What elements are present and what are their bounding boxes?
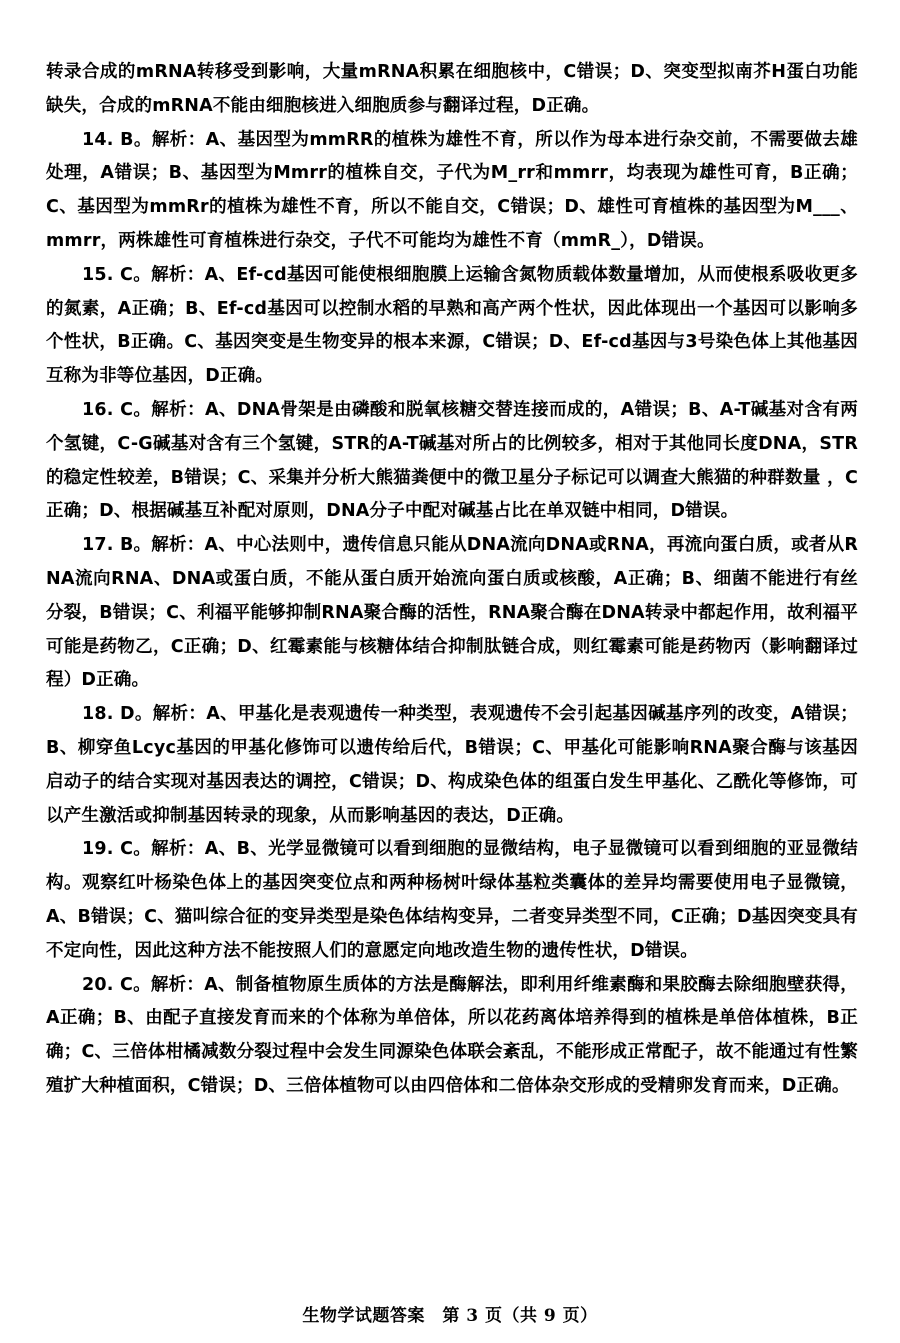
- answer-content: [46, 56, 858, 1104]
- answer-19: 19. C。解析：A、B、光学显微镜可以看到细胞的显微结构，电子显微镜可以看到细胞的亚显微结构。观察红叶杨染色体上的基因突变位点和两种杨树叶绿体基粒类囊体的差异均需要使用电子显微镜，A、B错误；C、猫叫综合征的变异类型是染色体结构变异，二者变异类型不同，C正确；D基因突变具有不定向性，因此这种方法不能按照人们的意愿定向地改造生物的遗传性状，D错误。: [46, 839, 858, 961]
- answer-17: 17. B。解析：A、中心法则中，遗传信息只能从DNA流向DNA或RNA，再流向蛋白质，或者从RNA流向RNA、DNA或蛋白质，不能从蛋白质开始流向蛋白质或核酸，A正确；B、细菌不能进行有丝分裂，B错误；C、利福平能够抑制RNA聚合酶的活性，RNA聚合酶在DNA转录中都起作用，故利福平可能是药物乙，C正确；D、红霉素能与核糖体结合抑制肽链合成，则红霉素可能是药物丙（影响翻译过程）D正确。: [46, 535, 858, 691]
- page-footer: 生物学试题答案 第 3 页（共 9 页）: [302, 1306, 598, 1326]
- answer-18: 18. D。解析：A、甲基化是表观遗传一种类型，表观遗传不会引起基因碱基序列的改变，A错误；B、柳穿鱼Lcyc基因的甲基化修饰可以遗传给后代，B错误；C、甲基化可能影响RNA聚合酶与该基因启动子的结合实现对基因表达的调控，C错误；D、构成染色体的组蛋白发生甲基化、乙酰化等修饰，可以产生激活或抑制基因转录的现象，从而影响基因的表达，D正确。: [46, 704, 858, 826]
- answer-15: 15. C。解析：A、Ef-cd基因可能使根细胞膜上运输含氮物质载体数量增加，从而使根系吸收更多的氮素，A正确；B、Ef-cd基因可以控制水稻的早熟和高产两个性状，因此体现出一个基因可以影响多个性状，B正确。C、基因突变是生物变异的根本来源，C错误；D、Ef-cd基因与3号染色体上其他基因互称为非等位基因，D正确。: [46, 264, 858, 387]
- answer-14: 14. B。解析：A、基因型为mmRR的植株为雄性不育，所以作为母本进行杂交前，不需要做去雄处理，A错误；B、基因型为Mmrr的植株自交，子代为M_rr和mmrr，均表现为雄性可育，B正确；C、基因型为mmRr的植株为雄性不育，所以不能自交，C错误；D、雄性可育植株的基因型为M___、mmrr，两株雄性可育植株进行杂交，子代不可能均为雄性不育（mmR_），D错误。: [46, 129, 858, 251]
- answer-16: 16. C。解析：A、DNA骨架是由磷酸和脱氧核糖交替连接而成的，A错误；B、A-T碱基对含有两个氢键，C-G碱基对含有三个氢键，STR的A-T碱基对所占的比例较多，相对于其他同长度DNA，STR的稳定性较差，B错误；C、采集并分析大熊猫粪便中的微卫星分子标记可以调查大熊猫的种群数量 ，C正确；D、根据碱基互补配对原则，DNA分子中配对碱基占比在单双链中相同，D错误。: [46, 399, 858, 522]
- answer-20: 20. C。解析：A、制备植物原生质体的方法是酶解法，即利用纤维素酶和果胶酶去除细胞壁获得， A正确；B、由配子直接发育而来的个体称为单倍体，所以花药离体培养得到的植株是单倍体植株，B正确；C、三倍体柑橘减数分裂过程中会发生同源染色体联会紊乱，不能形成正常配子，故不能通过有性繁殖扩大种植面积，C错误；D、三倍体植物可以由四倍体和二倍体杂交形成的受精卵发育而来，D正确。: [46, 974, 858, 1096]
- paragraph-continuation: 转录合成的mRNA转移受到影响，大量mRNA积累在细胞核中，C错误；D、突变型拟南芥H蛋白功能缺失，合成的mRNA不能由细胞核进入细胞质参与翻译过程，D正确。: [46, 62, 858, 116]
